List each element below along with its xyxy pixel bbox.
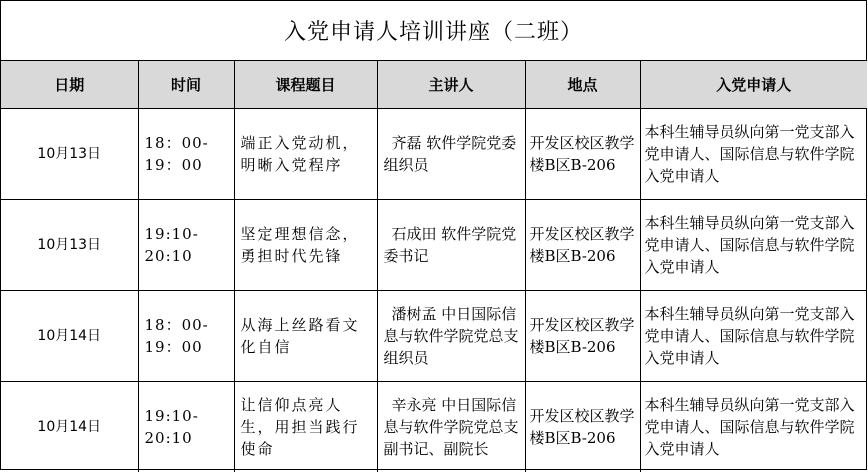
- time-text: 19:10- 20:10: [145, 405, 234, 449]
- cell-topic: [234, 291, 377, 382]
- column-header-date: 日期: [1, 61, 138, 109]
- time-text: 18：00- 19：00: [145, 132, 234, 176]
- cell-time: [138, 291, 234, 382]
- time-text: 19:10- 20:10: [145, 223, 234, 267]
- cell-speaker: 潘树孟 中日国际信息与软件学院党总支组织员: [377, 291, 525, 382]
- cell-time: [138, 382, 234, 472]
- cell-date: 10月13日: [1, 200, 138, 291]
- topic-text: 端正入党动机， 明晰入党程序: [241, 132, 373, 176]
- header-row: [1, 61, 867, 109]
- table-row: [1, 382, 867, 472]
- cell-place: 开发区校区教学楼B区B-206: [525, 200, 640, 291]
- column-header-place: 地点: [525, 61, 640, 109]
- column-header-time: 时间: [138, 61, 234, 109]
- table-row: [1, 291, 867, 382]
- cell-date: 10月14日: [1, 382, 138, 472]
- cell-date: 10月13日: [1, 109, 138, 200]
- cell-topic: [234, 382, 377, 472]
- cell-speaker: 石成田 软件学院党委书记: [377, 200, 525, 291]
- time-text: 18：00- 19：00: [145, 314, 234, 358]
- page-title: 入党申请人培训讲座（二班）: [1, 1, 866, 61]
- topic-text: 让信仰点亮人生，用担当践行使命: [241, 394, 373, 460]
- topic-text: 坚定理想信念， 勇担时代先锋: [241, 223, 373, 267]
- column-header-topic: 课程题目: [234, 61, 377, 109]
- table-row: [1, 200, 867, 291]
- cell-topic: [234, 109, 377, 200]
- cell-place: 开发区校区教学楼B区B-206: [525, 382, 640, 472]
- column-header-speaker: 主讲人: [377, 61, 525, 109]
- cell-attendees: 本科生辅导员纵向第一党支部入党申请人、国际信息与软件学院入党申请人: [640, 109, 867, 200]
- column-header-attendees: 入党申请人: [640, 61, 867, 109]
- cell-speaker: 齐磊 软件学院党委组织员: [377, 109, 525, 200]
- cell-speaker: 辛永亮 中日国际信息与软件学院党总支副书记、副院长: [377, 382, 525, 472]
- schedule-table: [1, 61, 867, 472]
- cell-date: 10月14日: [1, 291, 138, 382]
- table-row: [1, 109, 867, 200]
- cell-place: 开发区校区教学楼B区B-206: [525, 109, 640, 200]
- topic-text: 从海上丝路看文化自信: [241, 314, 373, 358]
- cell-attendees: 本科生辅导员纵向第一党支部入党申请人、国际信息与软件学院入党申请人: [640, 382, 867, 472]
- cell-place: 开发区校区教学楼B区B-206: [525, 291, 640, 382]
- cell-time: [138, 200, 234, 291]
- cell-attendees: 本科生辅导员纵向第一党支部入党申请人、国际信息与软件学院入党申请人: [640, 200, 867, 291]
- cell-time: [138, 109, 234, 200]
- cell-topic: [234, 200, 377, 291]
- cell-attendees: 本科生辅导员纵向第一党支部入党申请人、国际信息与软件学院入党申请人: [640, 291, 867, 382]
